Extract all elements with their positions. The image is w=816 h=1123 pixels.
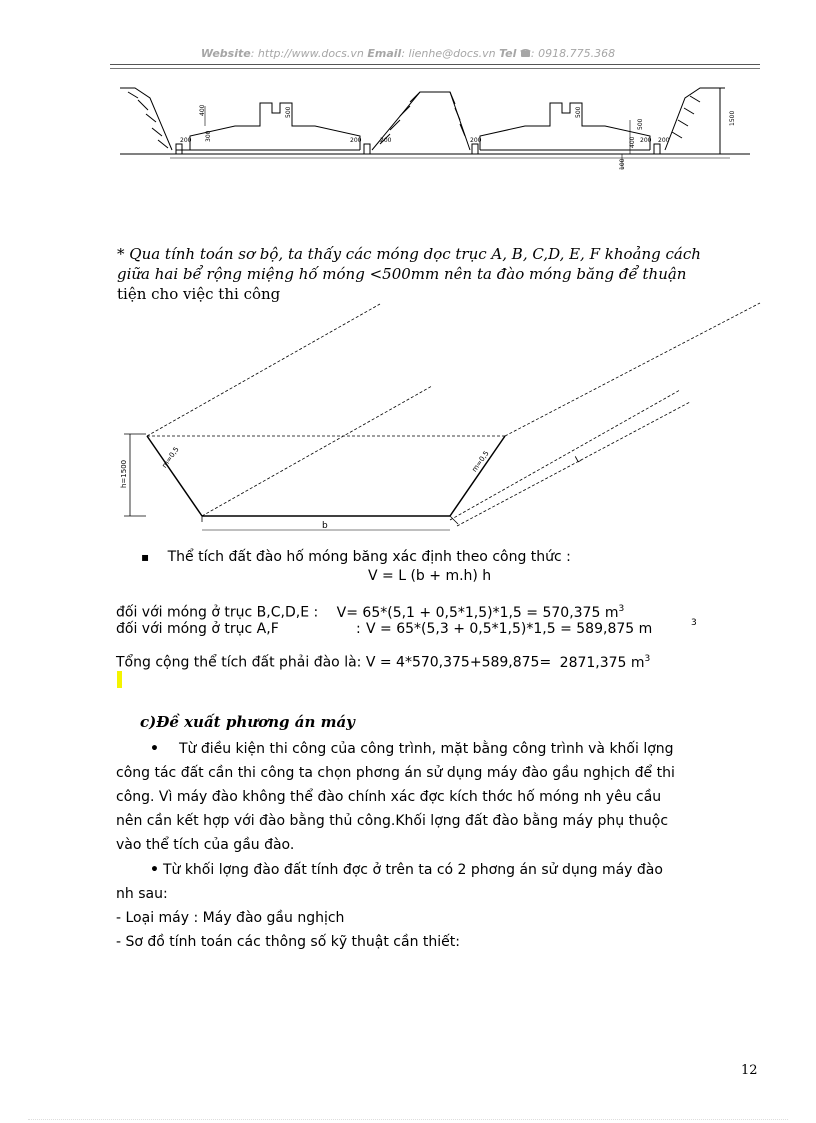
list-item: - Loại máy : Máy đào gầu nghịch xyxy=(116,910,345,926)
formula-intro-row xyxy=(141,549,571,565)
unit-exponent: 3 xyxy=(618,604,625,614)
width-label: b xyxy=(322,521,328,531)
slope-right-label: m=0,5 xyxy=(470,449,491,474)
formula-intro: Thể tích đất đào hố móng băng xác định theo công thức : xyxy=(167,549,571,565)
paragraph-line: công. Vì máy đào không thể đào chính xác đợc kích thớc hố móng nh yêu cầu xyxy=(116,789,662,805)
dim-label: 500 xyxy=(285,106,292,118)
email-label: Email xyxy=(367,47,402,60)
tel-label: Tel xyxy=(499,47,517,60)
dim-label: 200 xyxy=(640,137,652,144)
unit-exponent: 3 xyxy=(691,618,697,628)
dim-label: 200 xyxy=(470,137,482,144)
total-value: 2871,375 m xyxy=(559,654,645,671)
unit-exponent: 3 xyxy=(644,654,651,664)
paragraph-1 xyxy=(116,737,761,857)
paragraph-line: công tác đất cần thi công ta chọn phơng án sử dụng máy đào gầu nghịch để thi xyxy=(116,765,675,781)
trench-drawing xyxy=(110,298,770,543)
page-number: 12 xyxy=(741,1063,758,1078)
page-header xyxy=(0,47,816,60)
paragraph-line: Từ khối lợng đào đất tính đợc ở trên ta có 2 phơng án sử dụng máy đào xyxy=(162,862,663,878)
slope-left-label: m=0,5 xyxy=(160,445,181,470)
dim-label: 300 xyxy=(205,130,212,142)
section-heading: c)Đề xuất phương án máy xyxy=(140,713,355,731)
website-value: : http://www.docs.vn xyxy=(250,47,364,60)
footer-rule xyxy=(28,1119,788,1120)
paragraph-line: nên cần kết hợp với đào bằng thủ công.Khối lợng đất đào bằng máy phụ thuộc xyxy=(116,813,669,829)
note-paragraph xyxy=(117,244,762,304)
dim-label: 200 xyxy=(350,137,362,144)
formula-row-2 xyxy=(116,621,653,637)
formula-expression: V = L (b + m.h) h xyxy=(368,568,492,584)
dim-label: 400 xyxy=(629,136,636,148)
note-line: * Qua tính toán sơ bộ, ta thấy các móng dọc trục A, B, C,D, E, F khoảng cách xyxy=(117,245,701,263)
dim-label: 200 xyxy=(380,137,392,144)
dim-label: 500 xyxy=(575,106,582,118)
paragraph-line: Từ điều kiện thi công của công trình, mặt bằng công trình và khối lợng xyxy=(178,741,674,757)
dim-label: 200 xyxy=(180,137,192,144)
dim-label: 200 xyxy=(658,137,670,144)
dim-label: 100 xyxy=(619,158,626,170)
header-rule-thin xyxy=(110,68,760,69)
formula-total xyxy=(116,654,650,671)
bullet-square: ▪ xyxy=(141,550,150,564)
tel-value: : 0918.775.368 xyxy=(530,47,616,60)
height-label: h=1500 xyxy=(120,459,128,488)
email-value: : lienhe@docs.vn xyxy=(401,47,496,60)
foundation-section-drawing xyxy=(110,78,760,178)
phone-icon xyxy=(520,48,531,58)
dim-label: 1500 xyxy=(729,110,736,126)
paragraph-line: nh sau: xyxy=(116,886,168,902)
formula-row-value: V= 65*(5,1 + 0,5*1,5)*1,5 = 570,375 m xyxy=(336,604,619,621)
bullet-dot: • xyxy=(150,741,159,757)
dim-label: 500 xyxy=(637,118,644,130)
note-line: tiện cho việc thi công xyxy=(117,285,281,303)
note-line: giữa hai bể rộng miệng hố móng <500mm nên ta đào móng băng để thuận xyxy=(117,265,687,283)
text-highlight-marker xyxy=(117,671,122,688)
formula-row-label: đối với móng ở trục A,F xyxy=(116,621,279,637)
paragraph-line: vào thể tích của gầu đào. xyxy=(116,837,295,853)
dim-label: 400 xyxy=(199,104,206,116)
website-label: Website xyxy=(200,47,251,60)
header-rule xyxy=(110,64,760,65)
total-label: Tổng cộng thể tích đất phải đào là: V = 4*570,375+589,875= xyxy=(116,654,552,671)
list-item: - Sơ đồ tính toán các thông số kỹ thuật cần thiết: xyxy=(116,934,460,950)
formula-row-value: V = 65*(5,3 + 0,5*1,5)*1,5 = 589,875 m xyxy=(366,621,653,637)
formula-row-colon: : xyxy=(356,621,361,637)
length-label: L xyxy=(573,454,584,466)
formula-row-label: đối với móng ở trục B,C,D,E : xyxy=(116,604,319,621)
paragraph-2 xyxy=(116,858,761,954)
formula-row-1 xyxy=(116,604,624,621)
bullet-dot: • xyxy=(150,862,159,878)
